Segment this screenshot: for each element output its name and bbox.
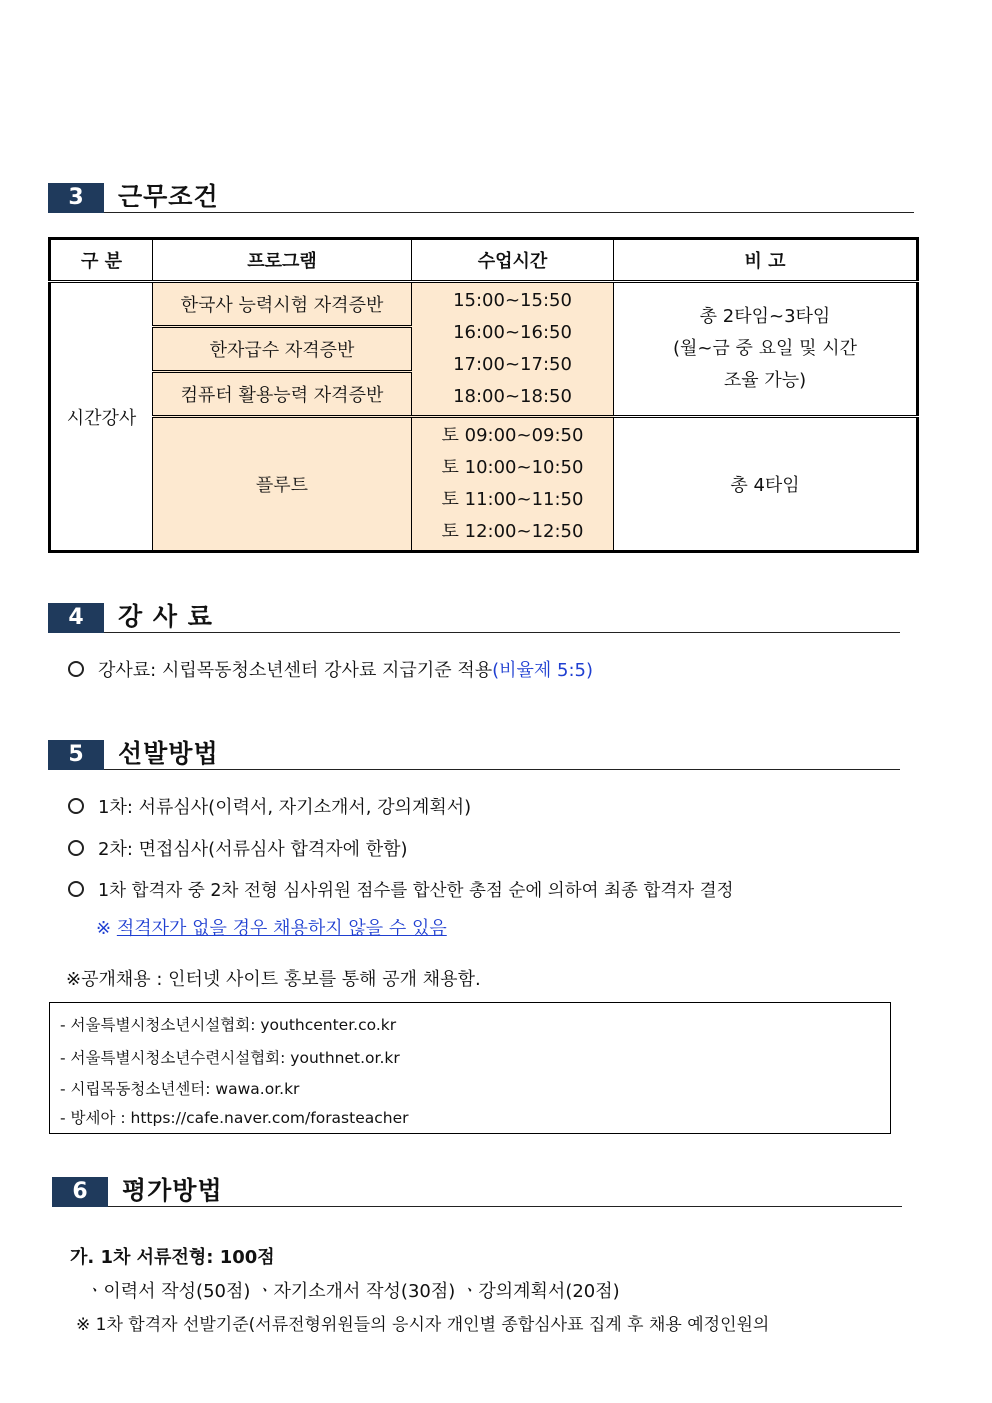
- circle-bullet-icon: [68, 840, 84, 856]
- header-note: 비 고: [614, 239, 918, 282]
- list-item: [68, 835, 408, 861]
- table-row: [50, 417, 918, 552]
- list-item: [68, 656, 593, 682]
- section-number: 4: [48, 603, 104, 633]
- evaluation-note: ※ 1차 합격자 선발기준(서류전형위원들의 응시자 개인별 종합심사표 집계 후 채용 예정인원의: [76, 1315, 770, 1335]
- note-line: 총 2타임~3타임: [699, 306, 831, 327]
- section-number: 6: [52, 1177, 108, 1207]
- time-slot: 16:00~16:50: [453, 322, 572, 343]
- ratio-highlight: (비율제 5:5): [492, 660, 594, 681]
- list-item-text: 2차: 면접심사(서류심사 합격자에 한함): [98, 839, 408, 860]
- section-number: 5: [48, 740, 104, 770]
- work-conditions-table: [48, 237, 919, 553]
- category-cell: 시간강사: [50, 282, 153, 552]
- section-title: 평가방법: [122, 1176, 223, 1205]
- section-6-heading: [52, 1177, 902, 1207]
- note-mark: ※: [96, 918, 112, 939]
- note-text: 적격자가 없을 경우 채용하지 않을 수 있음: [116, 918, 447, 939]
- header-time: 수업시간: [412, 239, 614, 282]
- site-item: - 서울특별시청소년수련시설협회: youthnet.or.kr: [60, 1049, 400, 1067]
- time-slot: 토 12:00~12:50: [441, 521, 584, 542]
- section-4-heading: [48, 603, 900, 633]
- time-slot: 토 10:00~10:50: [441, 457, 584, 478]
- public-notice: ※공개채용 : 인터넷 사이트 홍보를 통해 공개 채용함.: [66, 969, 481, 990]
- time-slot: 18:00~18:50: [453, 386, 572, 407]
- evaluation-criteria: ㆍ이력서 작성(50점) ㆍ자기소개서 작성(30점) ㆍ강의계획서(20점): [86, 1281, 620, 1302]
- section-3-heading: [48, 183, 914, 213]
- section-title: 강 사 료: [118, 602, 213, 631]
- site-item: - 시립목동청소년센터: wawa.or.kr: [60, 1080, 300, 1098]
- list-item: [68, 877, 734, 902]
- circle-bullet-icon: [68, 881, 84, 897]
- circle-bullet-icon: [68, 661, 84, 677]
- site-list-box: [49, 1002, 891, 1134]
- program-cell: 한국사 능력시험 자격증반: [153, 282, 412, 327]
- circle-bullet-icon: [68, 798, 84, 814]
- header-program: 프로그램: [153, 239, 412, 282]
- evaluation-subtitle: 가. 1차 서류전형: 100점: [70, 1247, 275, 1268]
- section-underline: [104, 632, 900, 633]
- site-item: - 서울특별시청소년시설협회: youthcenter.co.kr: [60, 1016, 397, 1034]
- time-slot: 토 11:00~11:50: [441, 489, 584, 510]
- section-underline: [108, 1206, 902, 1207]
- section-underline: [104, 769, 900, 770]
- section-number: 3: [48, 183, 104, 213]
- time-slot: 17:00~17:50: [453, 354, 572, 375]
- section-underline: [104, 212, 914, 213]
- list-item-text: 1차: 서류심사(이력서, 자기소개서, 강의계획서): [98, 797, 472, 818]
- program-cell: 플루트: [153, 417, 412, 552]
- section-title: 근무조건: [118, 182, 219, 211]
- time-cell: [412, 417, 614, 552]
- note-line: 조율 가능): [723, 370, 807, 391]
- time-slot: 15:00~15:50: [453, 290, 572, 311]
- time-cell: [412, 282, 614, 417]
- note-line: (월~금 중 요일 및 시간: [672, 338, 858, 359]
- program-cell: 컴퓨터 활용능력 자격증반: [153, 372, 412, 417]
- note-cell: [614, 282, 918, 417]
- section-title: 선발방법: [118, 739, 219, 768]
- list-item: [68, 793, 471, 819]
- site-item: - 방세아 : https://cafe.naver.com/forasteacher: [60, 1109, 409, 1127]
- section-5-heading: [48, 740, 900, 770]
- time-slot: 토 09:00~09:50: [441, 425, 584, 446]
- note-cell: 총 4타임: [614, 417, 918, 552]
- list-item-text: 강사료: 시립목동청소년센터 강사료 지급기준 적용: [98, 660, 493, 681]
- program-cell: 한자급수 자격증반: [153, 327, 412, 372]
- selection-note: [96, 914, 447, 940]
- list-item-text: 1차 합격자 중 2차 전형 심사위원 점수를 합산한 총점 순에 의하여 최종 합격자 결정: [98, 881, 734, 901]
- table-header-row: [50, 239, 918, 282]
- table-row: [50, 282, 918, 327]
- header-category: 구 분: [50, 239, 153, 282]
